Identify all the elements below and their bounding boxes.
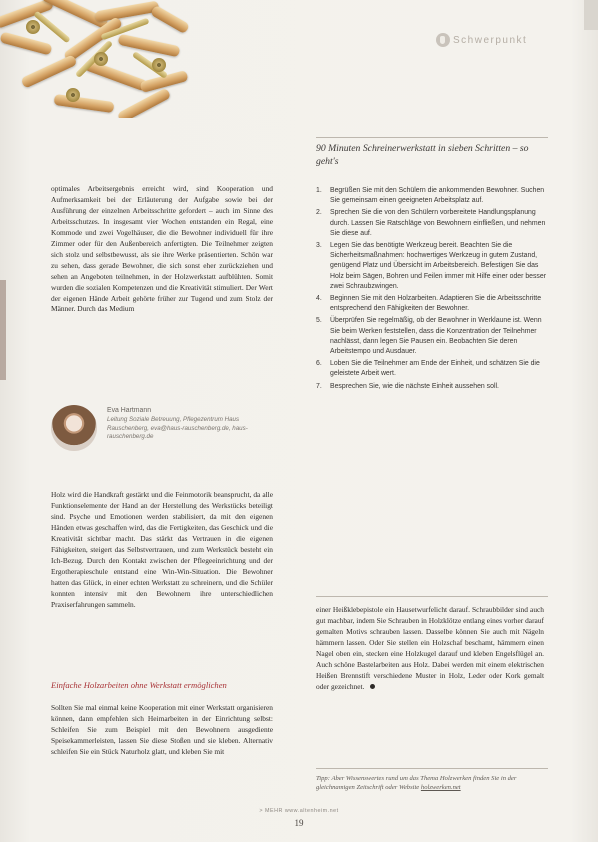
article-subheading: Einfache Holzarbeiten ohne Werkstatt ermöglichen <box>51 680 227 690</box>
author-name: Eva Hartmann <box>107 407 152 414</box>
end-mark-icon <box>370 684 375 689</box>
article-column-right <box>316 605 544 693</box>
step-item: 4. Beginnen Sie mit den Holzarbeiten. Adaptieren Sie die Arbeitsschritte entsprechend den Fähigkeiten der Bewohner. <box>316 295 542 313</box>
article-paragraph: Sollten Sie mal einmal keine Kooperation mit einer Werkstatt organisieren können, dann empfehlen sich Heimarbeiten in der Einrichtung selbst: Schleifen Sie zum Beispiel mit den Bewohnern ausgediente Speisekammerleisten, lassen Sie diese Stoßen und sie kleben. Alternativ schleifen Sie ein Stück Naturholz glatt, und kleben Sie mit <box>51 703 273 756</box>
article-paragraph: optimales Arbeitsergebnis erreicht wird, sind Kooperation und Aufmerksamkeit bei der Erläuterung der Aufgabe sowie bei der Ausführung der einzelnen Arbeitsschritte gefordert – auch im Sinne des Arbeitsschutzes. In insgesamt vier Wochen entstanden ein Regal, eine Kommode und zwei Vogelhäuser, die die Bewohner individuell für ihre Zimmer oder für den Außenbereich anfertigten. Die Teilnehmer zeigten sich stolz und selbstbewusst, als sie ihre Werke präsentierten. Schön war zu sehen, dass gerade Bewohner, die sich sonst eher zurückziehen und sehen an Angeboten teilnehmen, in der Holzwerkstatt aufblühten. Somit wurden die sozialen Kompetenzen und die Kreativität stimuliert. Der Wert der eigenen Hände Arbeit gehörte früher zur Tugend und zum Stolz der Männer. Durch das Medium <box>51 184 273 314</box>
box-bottom-rule <box>316 596 548 597</box>
step-item: 7. Besprechen Sie, wie die nächste Einheit aussehen soll. <box>316 382 499 390</box>
step-item: 1. Begrüßen Sie mit den Schülern die ankommenden Bewohner. Suchen Sie gemeinsam einen geeigneten Arbeitsplatz auf. <box>316 187 545 205</box>
page-number: 19 <box>294 818 304 828</box>
step-item: 6. Loben Sie die Teilnehmer am Ende der Einheit, und schätzen Sie die geleistete Arbeit wert. <box>316 360 540 378</box>
tip-note <box>316 774 548 792</box>
author-info: Leitung Soziale Betreuung, Pflegezentrum Haus Rauschenberg, eva@haus-rauschenberg.de, haus-rauschenberg.de <box>107 416 248 441</box>
box-title: 90 Minuten Schreinerwerkstatt in sieben Schritten – so geht's <box>316 143 529 167</box>
step-item: 2. Sprechen Sie die von den Schülern vorbereitete Handlungsplanung durch. Lassen Sie Ratschläge von Bewohnern einfließen, und nehmen Sie diese auf. <box>316 209 546 237</box>
article-paragraph: einer Heißklebepistole ein Hausetwurfelicht darauf. Schraubbilder sind auch gut machbar, indem Sie Schrauben in Holzklötze entlang eines vorher darauf gemalten Motivs schrauben lassen. Dasselbe können Sie auch mit Nägeln hämmern lassen. Oder Sie stellen ein Holzschaf beschamt, hämmern einen Nagel oben ein, stecken eine Holzkugel darauf und kleben Engelsflügel an. Auch schöne Bastelarbeiten aus Holz. Dabei werden mit einem elektrischen Heißen Brennstift verschiedene Muster in Holz, Leder oder Kork gemalt oder gezeichnet. <box>316 605 544 691</box>
page-corner <box>584 0 598 30</box>
article-column-left-bottom <box>51 490 273 610</box>
tip-text: Tipp: Aber Wissenswertes rund um das Thema Holzwerken finden Sie in der gleichnamigen Zeitschrift oder Website <box>316 775 517 791</box>
article-paragraph: Holz wird die Handkraft gestärkt und die Feinmotorik beansprucht, da alle Funktionselemente der Hand an der Herstellung des Werkstücks beteiligt sind. Psyche und Emotionen werden stabilisiert, da mit den eigenen Händen etwas geschaffen wird, das die Fertigkeiten, das Geschick und die Kreativität sichtbar macht. Das stärkt das Vertrauen in die eigenen Fähigkeiten, steigert das Selbstvertrauen, und zum Werkstück besteht ein Ich-Bezug. Durch den Kontakt zwischen der Pflegeeinrichtung und der Ergotherapieschule entstand eine Win-Win-Situation. Die Bewohner hatten das Glück, in einer echten Werkstatt zu schreinern, und die Schüler konnten intensiv mit den Bewohnern ihre unterschiedlichen Praxiserfahrungen sammeln. <box>51 490 273 609</box>
dowels-screws-photo <box>0 0 190 118</box>
section-label: Schwerpunkt <box>453 34 528 46</box>
footer-url[interactable]: > MEHR www.altenheim.net <box>259 808 339 814</box>
section-icon <box>436 33 450 47</box>
article-column-left-end <box>51 703 273 758</box>
steps-list <box>316 186 548 394</box>
step-item: 5. Überprüfen Sie regelmäßig, ob der Bewohner in Werklaune ist. Wenn Sie beim Werken feststellen, dass die Konzentration der Teilnehmer nachlässt, dann legen Sie Pausen ein. Beobachten Sie deren Arbeitstempo und Ausdauer. <box>316 317 542 356</box>
note-rule <box>316 768 548 769</box>
tip-link[interactable]: holzwerken.net <box>420 784 461 791</box>
box-top-rule <box>316 137 548 138</box>
section-badge <box>436 33 527 47</box>
page-edge-shadow <box>0 280 6 380</box>
author-avatar <box>51 405 97 451</box>
author-box <box>51 405 273 463</box>
step-item: 3. Legen Sie das benötigte Werkzeug bereit. Beachten Sie die Sicherheitsmaßnahmen: hochwertiges Werkzeug in gutem Zustand, genügend Platz und Übersicht im Arbeitsbereich. Befestigen Sie das Holz beim Sägen, Bohren und Feilen immer mit Hilfe einer oder besser zwei Schraubzwingen. <box>316 242 547 290</box>
article-column-left-top <box>51 184 273 315</box>
